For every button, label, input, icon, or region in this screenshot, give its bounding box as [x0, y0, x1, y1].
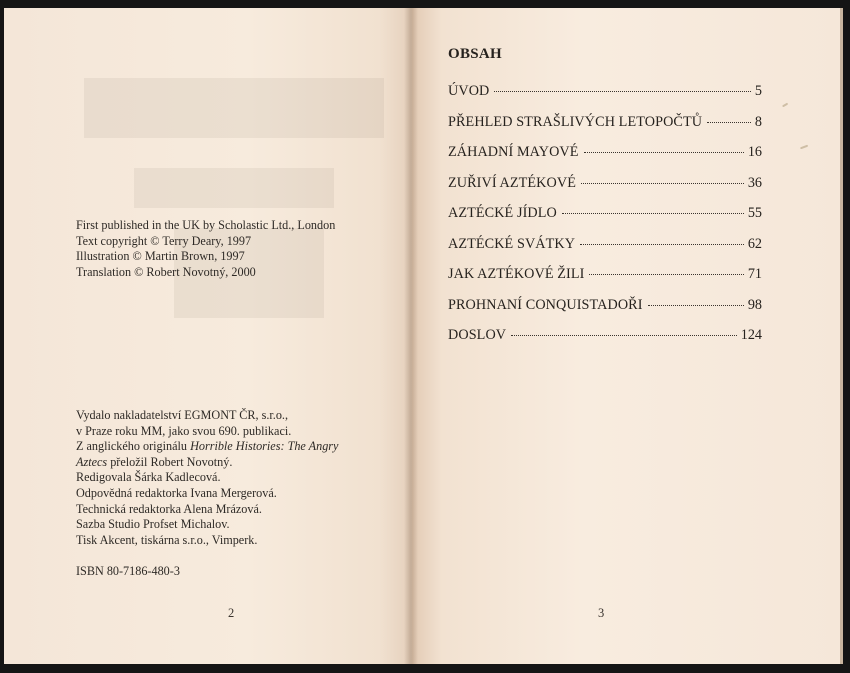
toc-entry: [448, 236, 762, 267]
paper-speck: [800, 145, 808, 149]
page-number-left: 2: [228, 606, 235, 620]
original-title-prefix: Z anglického originálu: [76, 439, 191, 454]
toc-entry-label: JAK AZTÉKOVÉ ŽILI: [448, 266, 585, 282]
original-title-italic-end: Aztecs: [76, 454, 108, 469]
toc-entry-page: 71: [747, 266, 762, 282]
publisher-line: Tisk Akcent, tiskárna s.r.o., Vimperk.: [76, 532, 258, 547]
page-number-right: 3: [598, 606, 605, 620]
toc-entry: [448, 297, 762, 328]
publisher-line: Odpovědná redaktorka Ivana Mergerová.: [76, 485, 277, 500]
toc-entry-label: PROHNANÍ CONQUISTADOŘI: [448, 296, 643, 313]
publisher-line: v Praze roku MM, jako svou 690. publikaci.: [76, 423, 292, 438]
isbn: ISBN 80-7186-480-3: [76, 564, 180, 578]
toc-entry-page: 98: [747, 296, 762, 313]
toc-leader-dots: [580, 244, 744, 245]
toc-entry-label: AZTÉCKÉ SVÁTKY: [448, 235, 576, 252]
toc-entry: [448, 205, 762, 236]
publisher-line: Technická redaktorka Alena Mrázová.: [76, 501, 262, 516]
publisher-block: [76, 408, 338, 548]
toc-entry: [448, 144, 762, 175]
copyright-line: Translation © Robert Novotný, 2000: [76, 264, 256, 279]
original-title-line: [76, 439, 338, 455]
copyright-line: First published in the UK by Scholastic Ltd., London: [76, 218, 336, 232]
toc-entry: [448, 83, 762, 114]
toc-entry-label: ZÁHADNÍ MAYOVÉ: [448, 144, 579, 160]
toc-leader-dots: [581, 183, 744, 184]
toc-entry-page: 55: [747, 205, 762, 221]
publisher-line: Redigovala Šárka Kadlecová.: [76, 470, 221, 485]
original-title-italic: Horrible Histories: The Angry: [190, 439, 339, 454]
table-of-contents: [448, 83, 762, 358]
toc-entry-label: ÚVOD: [448, 83, 490, 99]
toc-entry: [448, 327, 762, 358]
toc-entry-page: 5: [754, 83, 762, 99]
toc-leader-dots: [562, 213, 744, 214]
toc-entry-page: 124: [740, 327, 762, 343]
publisher-line: Vydalo nakladatelství EGMONT ČR, s.r.o.,: [76, 408, 289, 422]
copyright-line: Text copyright © Terry Deary, 1997: [76, 233, 252, 248]
copyright-block: [76, 218, 335, 280]
copyright-line: Illustration © Martin Brown, 1997: [76, 249, 245, 264]
toc-title: OBSAH: [448, 46, 503, 62]
toc-leader-dots: [707, 122, 751, 123]
show-through-ghost: [64, 58, 404, 358]
toc-entry-page: 62: [747, 235, 762, 252]
toc-entry: [448, 114, 762, 145]
toc-entry-page: 36: [747, 174, 762, 191]
toc-leader-dots: [584, 152, 744, 153]
toc-entry-label: DOSLOV: [448, 327, 507, 343]
toc-leader-dots: [494, 91, 751, 92]
toc-entry: [448, 266, 762, 297]
toc-entry-label: AZTÉCKÉ JÍDLO: [448, 205, 557, 221]
paper-speck: [782, 103, 788, 107]
toc-leader-dots: [648, 305, 744, 306]
left-page: [4, 8, 412, 664]
toc-entry-label: PŘEHLED STRAŠLIVÝCH LETOPOČTŮ: [448, 113, 703, 130]
toc-entry: [448, 175, 762, 206]
toc-entry-page: 16: [747, 144, 762, 160]
publisher-line: Sazba Studio Profset Michalov.: [76, 517, 230, 532]
right-page: [412, 8, 843, 664]
toc-leader-dots: [589, 274, 743, 275]
toc-entry-page: 8: [754, 113, 762, 130]
toc-leader-dots: [511, 335, 737, 336]
translator-line: [76, 455, 338, 471]
toc-entry-label: ZUŘIVÍ AZTÉKOVÉ: [448, 174, 576, 191]
translator-text: přeložil Robert Novotný.: [107, 454, 233, 469]
